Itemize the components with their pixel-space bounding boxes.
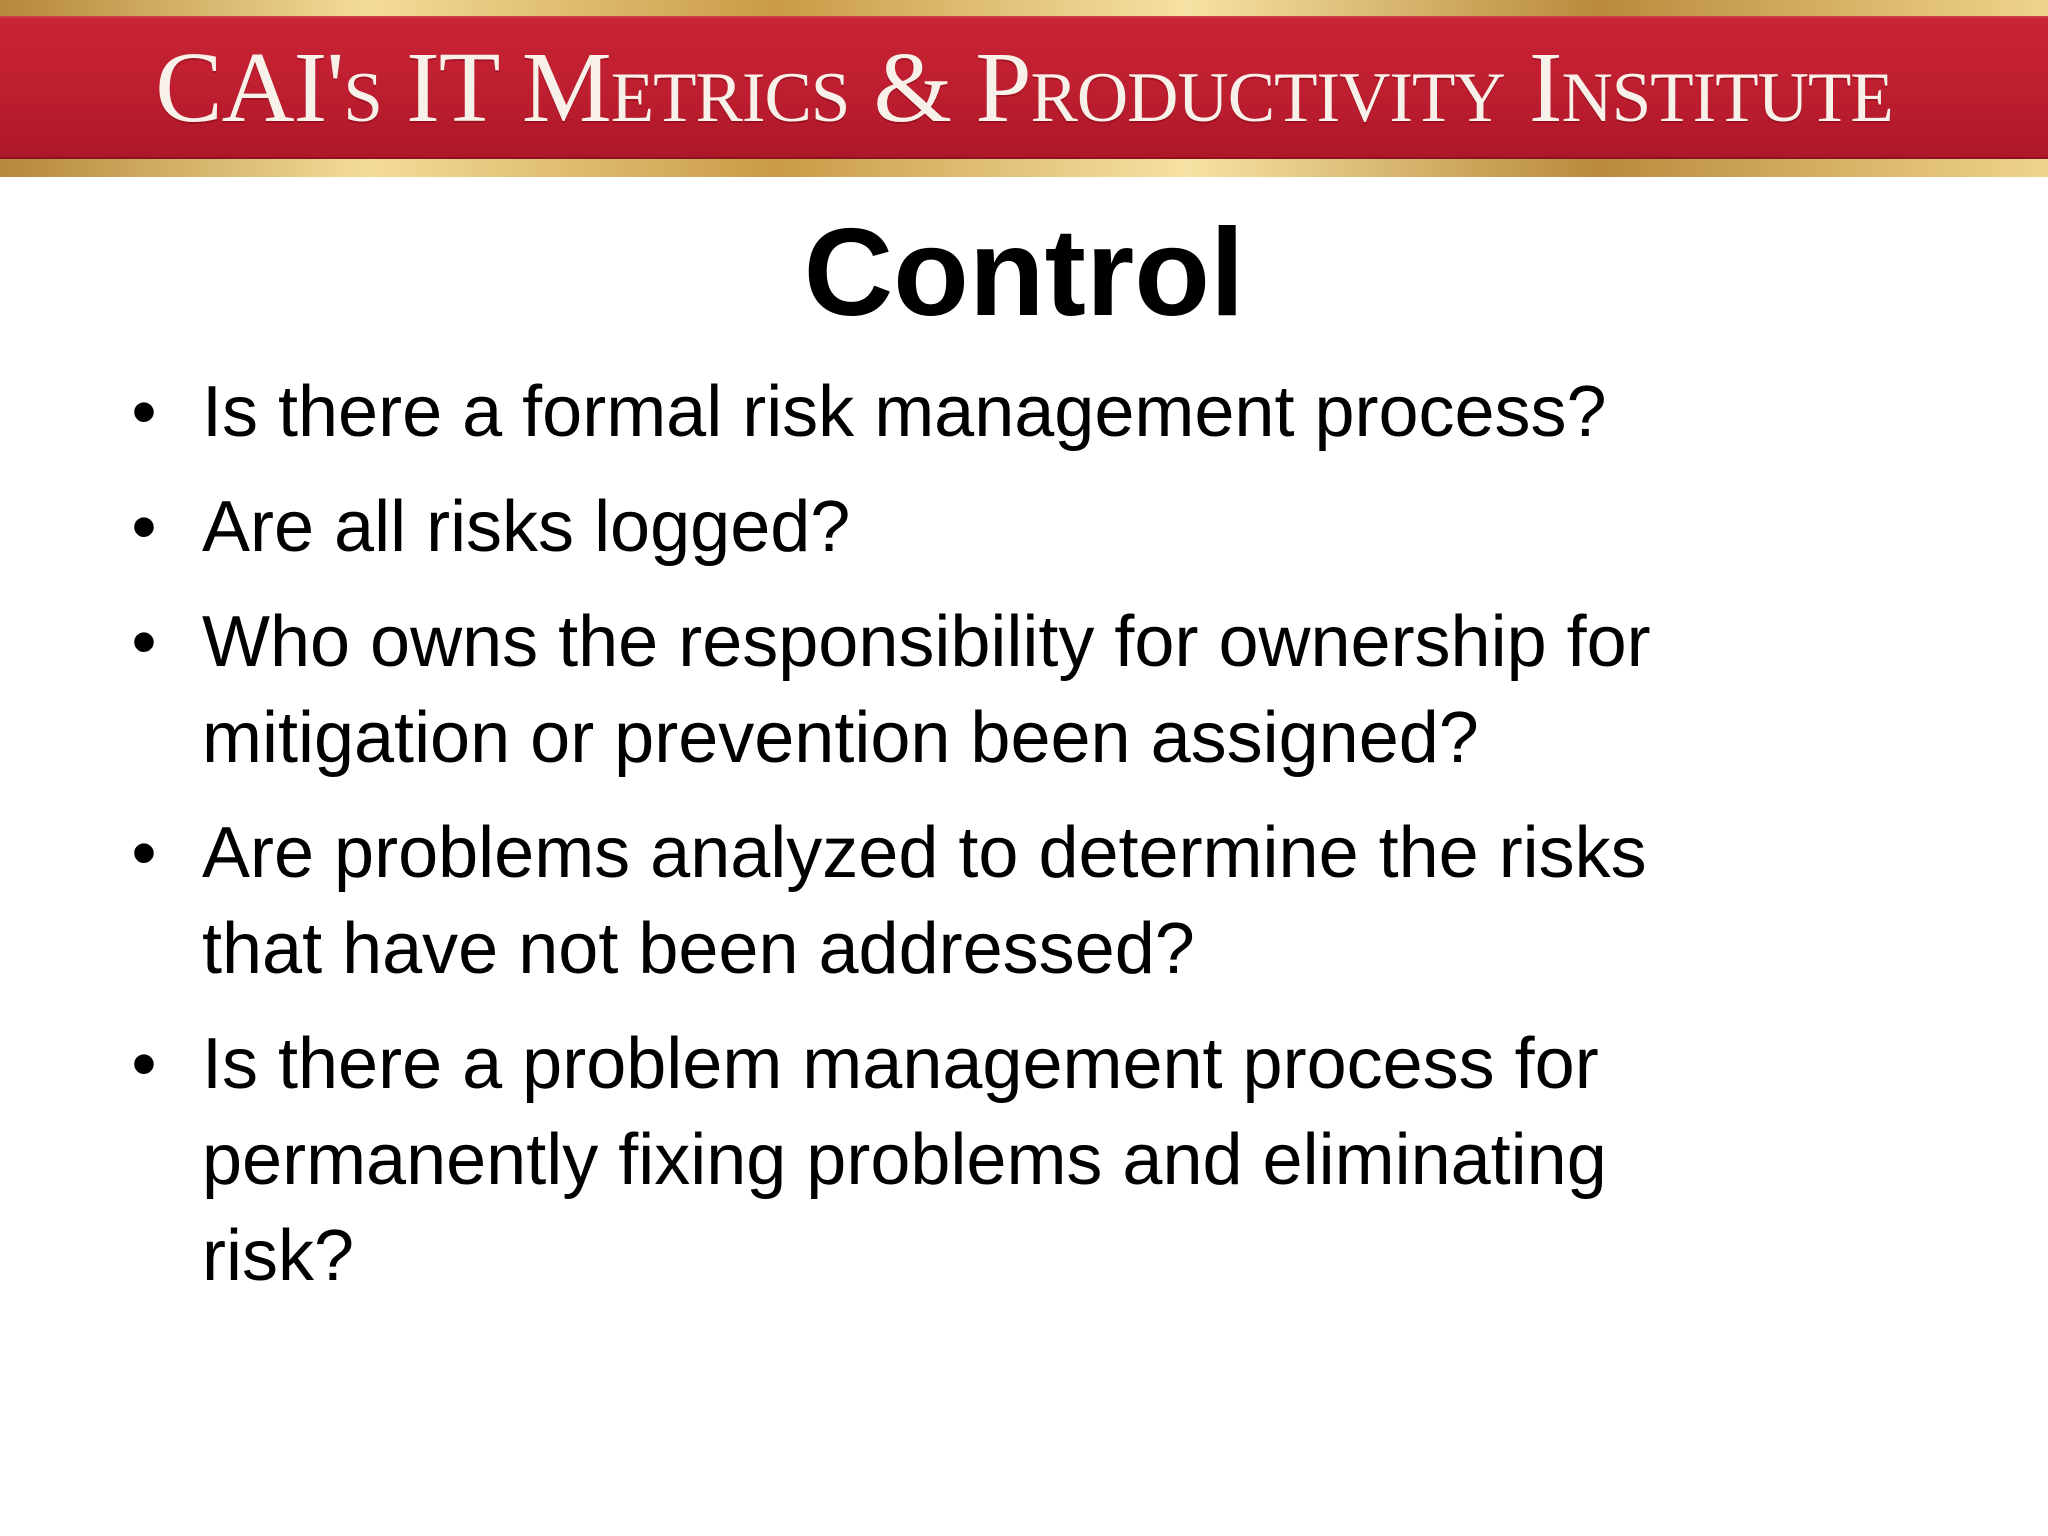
bullet-text-line: risk? bbox=[202, 1216, 355, 1296]
bullet-icon: • bbox=[131, 487, 157, 567]
bullet-item-problem-management bbox=[110, 1016, 1990, 1304]
bullet-text-line: Are problems analyzed to determine the risks bbox=[202, 813, 1647, 893]
banner-red-band bbox=[0, 16, 2048, 159]
slide-title: Control bbox=[803, 204, 1245, 342]
bullet-text-line: Are all risks logged? bbox=[202, 487, 851, 567]
bullet-item-risk-process bbox=[110, 364, 1990, 460]
banner-title: CAI's IT Metrics & Productivity Institute bbox=[155, 31, 1893, 143]
bullet-item-risks-logged bbox=[110, 479, 1990, 575]
bullet-text-line: Who owns the responsibility for ownership for bbox=[202, 602, 1651, 682]
bullet-icon: • bbox=[131, 602, 157, 682]
bullet-item-problems-analyzed bbox=[110, 805, 1990, 997]
bullet-text-line: mitigation or prevention been assigned? bbox=[202, 698, 1479, 778]
bullet-text-line: that have not been addressed? bbox=[202, 909, 1195, 989]
bullet-text-line: permanently fixing problems and eliminating bbox=[202, 1120, 1607, 1200]
bullet-text-line: Is there a problem management process for bbox=[202, 1024, 1599, 1104]
bullet-item-ownership bbox=[110, 594, 1990, 786]
bullet-icon: • bbox=[131, 372, 157, 452]
institute-banner bbox=[0, 0, 2048, 177]
bullet-icon: • bbox=[131, 1024, 157, 1104]
bullet-icon: • bbox=[131, 813, 157, 893]
bullet-list bbox=[110, 364, 1990, 1323]
bullet-text-line: Is there a formal risk management process? bbox=[202, 372, 1607, 452]
